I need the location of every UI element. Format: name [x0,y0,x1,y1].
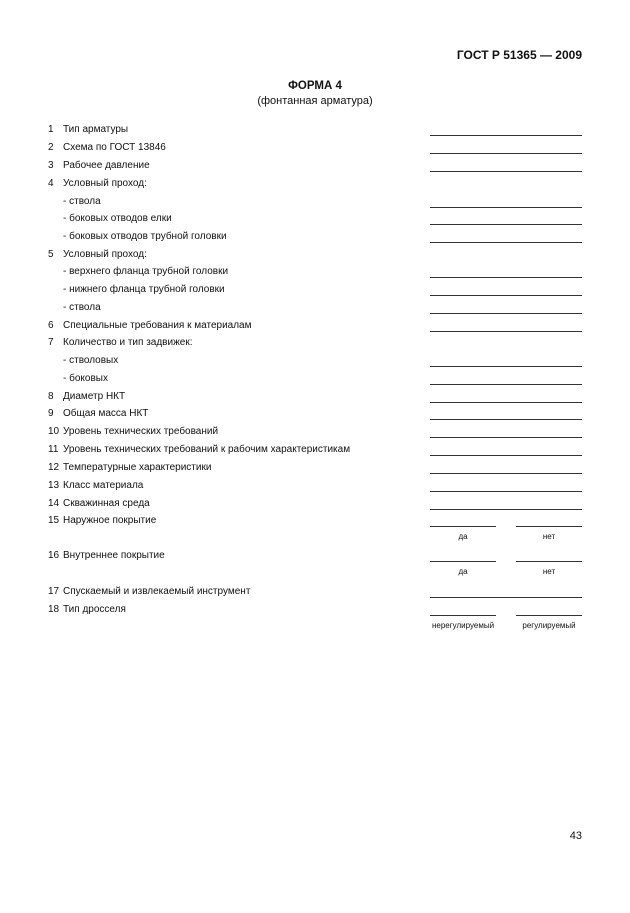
answer-line[interactable] [430,384,582,385]
row-number: 12 [48,462,60,473]
form-subtitle: (фонтанная арматура) [257,95,373,107]
document-code: ГОСТ Р 51365 — 2009 [456,48,582,62]
form-row [48,320,582,336]
answer-line-option-2[interactable] [516,561,582,562]
row-label: Диаметр НКТ [63,391,126,402]
form-row [48,266,582,282]
row-number: 3 [48,160,54,171]
row-number: 16 [48,550,60,561]
option-1-label: нерегулируемый [431,621,495,630]
answer-line[interactable] [430,491,582,492]
answer-line-option-1[interactable] [430,526,496,527]
row-label: Общая масса НКТ [63,408,149,419]
answer-line[interactable] [430,135,582,136]
row-number: 9 [48,408,54,419]
page-number: 43 [569,830,582,842]
row-label: Рабочее давление [63,160,150,171]
form-row [48,213,582,229]
row-label: Условный проход: [63,249,147,260]
row-label: - ствола [63,196,101,207]
form-row [48,391,582,407]
answer-line[interactable] [430,509,582,510]
row-label: Уровень технических требований [63,426,219,437]
form-row [48,124,582,140]
row-label: Класс материала [63,480,144,491]
answer-line[interactable] [430,153,582,154]
row-label: Специальные требования к материалам [63,320,252,331]
row-number: 5 [48,249,54,260]
form-row [48,408,582,424]
form-row [48,196,582,212]
answer-line[interactable] [430,402,582,403]
row-number: 7 [48,337,54,348]
row-number: 10 [48,426,60,437]
row-label: Спускаемый и извлекаемый инструмент [63,586,251,597]
answer-line[interactable] [430,597,582,598]
row-label: Тип арматуры [63,124,129,135]
form-row [48,498,582,514]
form-row [48,373,582,389]
answer-line[interactable] [430,473,582,474]
form-row [48,284,582,300]
row-number: 13 [48,480,60,491]
answer-line[interactable] [430,366,582,367]
row-label: Уровень технических требований к рабочим характеристикам [63,444,351,455]
option-2-label: регулируемый [522,621,576,630]
answer-line[interactable] [430,207,582,208]
row-label: Условный проход: [63,178,147,189]
answer-line-option-1[interactable] [430,561,496,562]
form-row [48,426,582,442]
form-row [48,480,582,496]
row-number: 17 [48,586,60,597]
answer-line[interactable] [430,313,582,314]
answer-line[interactable] [430,224,582,225]
row-number: 1 [48,124,54,135]
answer-line-option-2[interactable] [516,526,582,527]
row-number: 4 [48,178,54,189]
row-number: 6 [48,320,54,331]
row-label: Скважинная среда [63,498,150,509]
form-row [48,604,582,630]
form-row [48,249,582,265]
option-2-label: нет [542,567,556,576]
form-row [48,231,582,247]
row-label: - боковых отводов трубной головки [63,231,227,242]
option-2-label: нет [542,532,556,541]
answer-line[interactable] [430,171,582,172]
row-label: - боковых отводов елки [63,213,172,224]
form-row [48,178,582,194]
row-label: Количество и тип задвижек: [63,337,193,348]
form-row [48,337,582,353]
form-row [48,355,582,371]
answer-line[interactable] [430,295,582,296]
row-number: 15 [48,515,60,526]
answer-line[interactable] [430,437,582,438]
form-row [48,160,582,176]
row-label: Схема по ГОСТ 13846 [63,142,166,153]
row-label: Внутреннее покрытие [63,550,165,561]
form-row [48,550,582,576]
answer-line[interactable] [430,331,582,332]
option-1-label: да [458,567,468,576]
form-row [48,142,582,158]
form-row [48,462,582,478]
row-label: - стволовых [63,355,119,366]
form-row [48,515,582,541]
answer-line[interactable] [430,242,582,243]
answer-line[interactable] [430,419,582,420]
row-label: Наружное покрытие [63,515,157,526]
row-label: - боковых [63,373,108,384]
row-label: - верхнего фланца трубной головки [63,266,229,277]
row-number: 14 [48,498,60,509]
row-number: 8 [48,391,54,402]
option-1-label: да [458,532,468,541]
row-number: 2 [48,142,54,153]
answer-line[interactable] [430,455,582,456]
row-number: 18 [48,604,60,615]
form-row [48,444,582,460]
form-row [48,586,582,602]
form-row [48,302,582,318]
row-label: Температурные характеристики [63,462,212,473]
answer-line-option-1[interactable] [430,615,496,616]
form-title: ФОРМА 4 [288,80,342,92]
row-number: 11 [48,444,59,455]
row-label: Тип дросселя [63,604,126,615]
answer-line[interactable] [430,277,582,278]
row-label: - нижнего фланца трубной головки [63,284,225,295]
answer-line-option-2[interactable] [516,615,582,616]
row-label: - ствола [63,302,101,313]
